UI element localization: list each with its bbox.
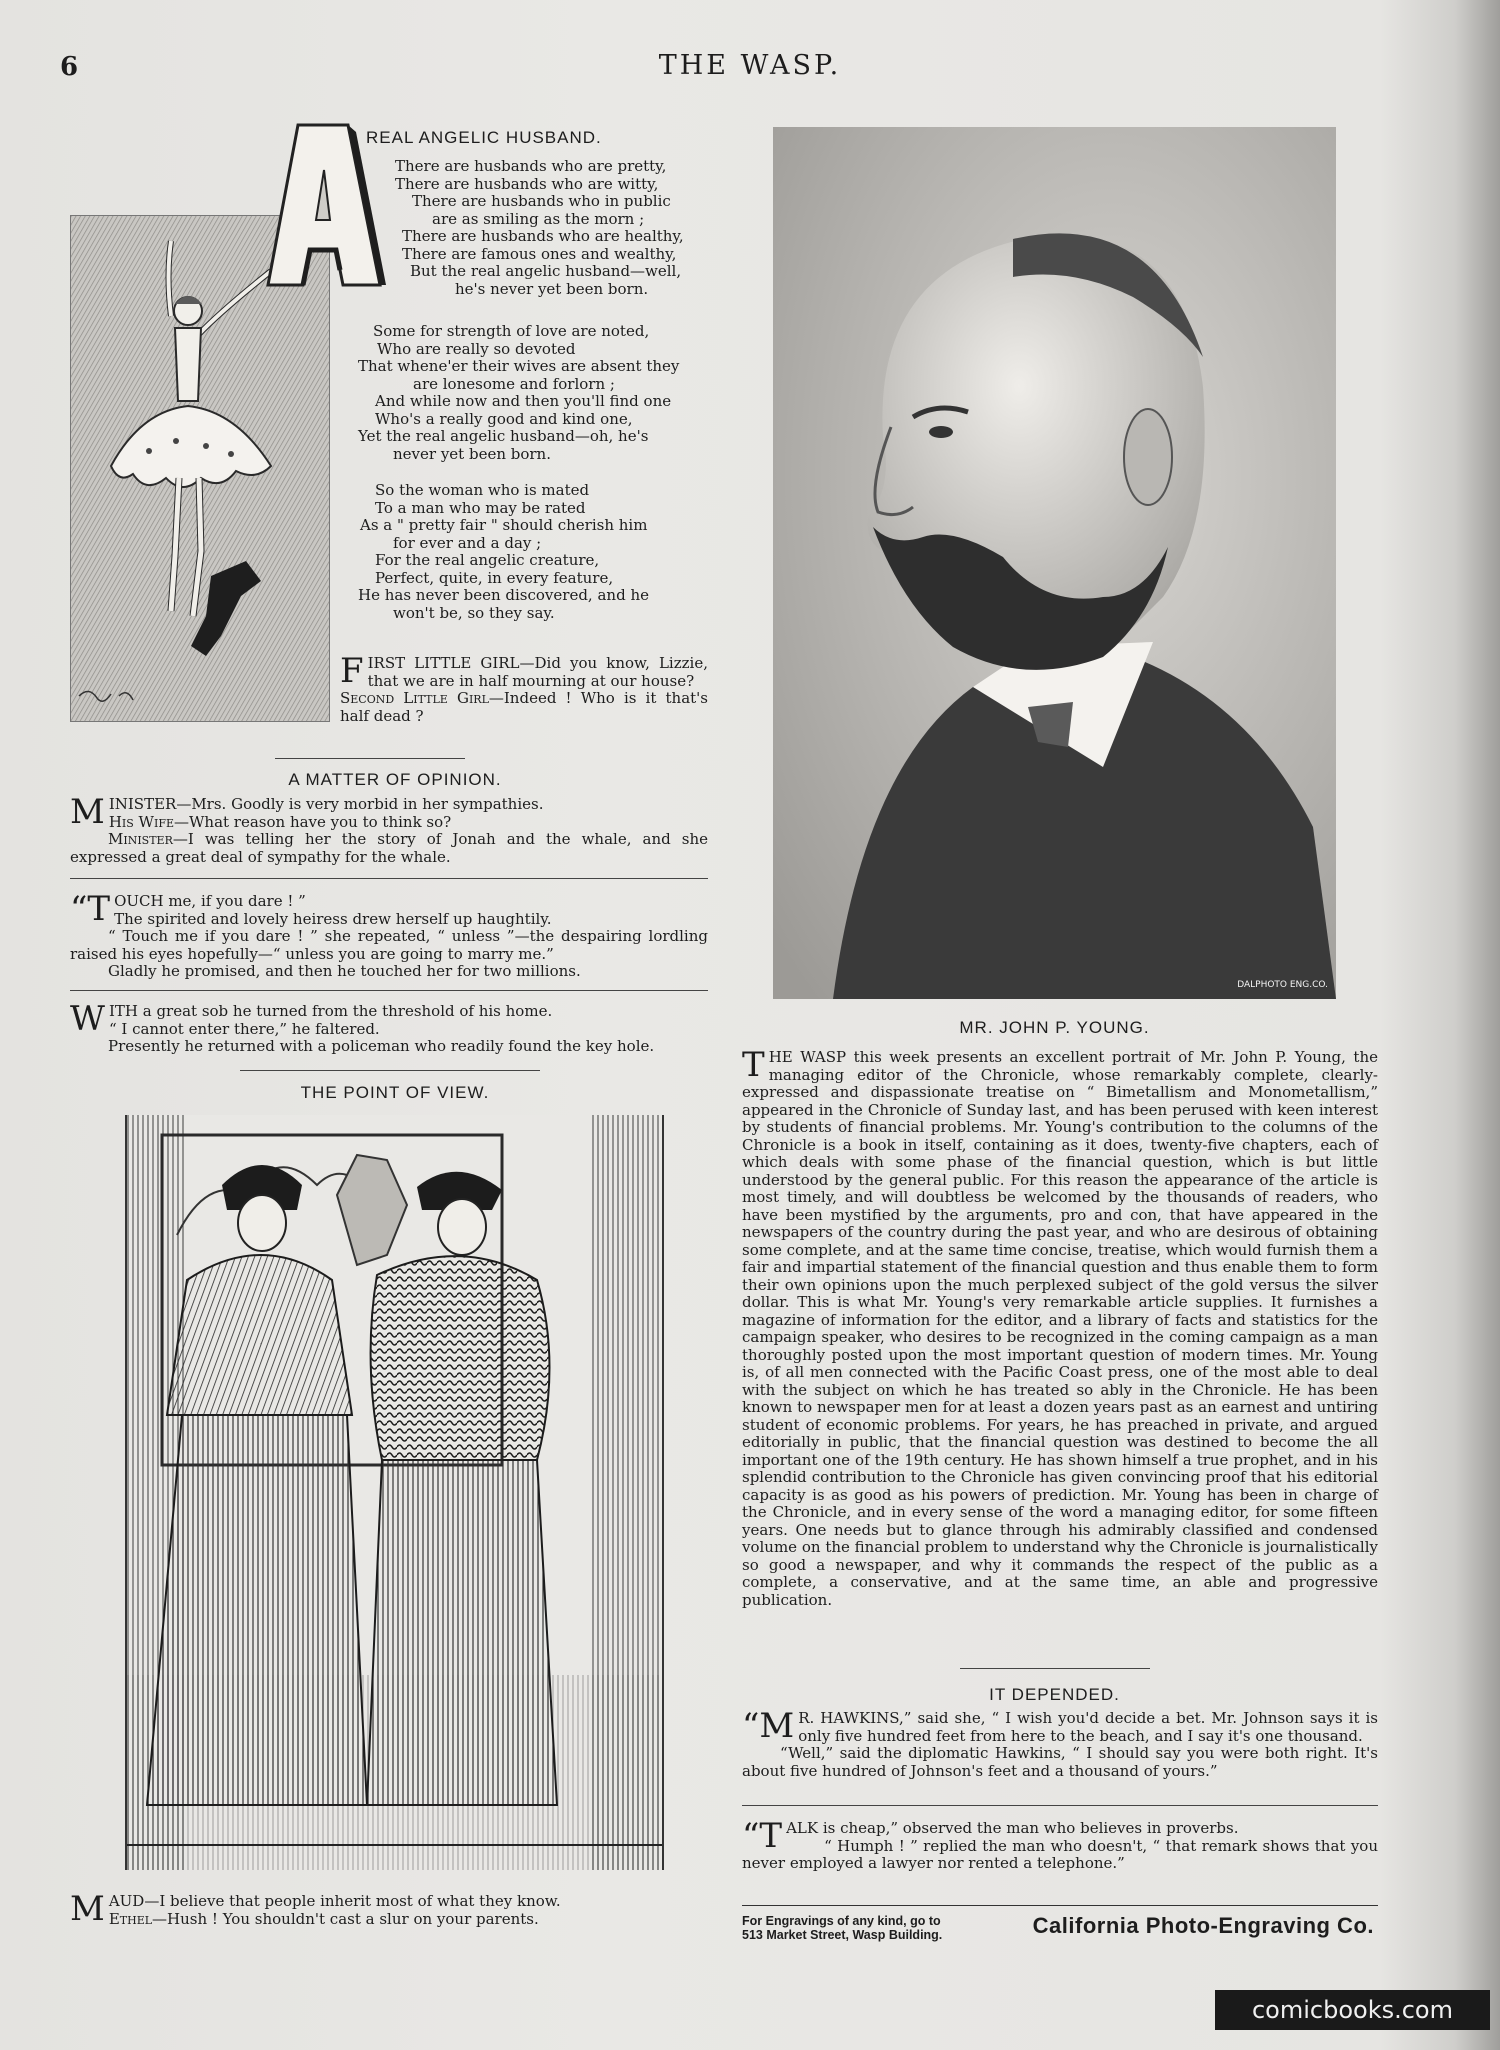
dialogue: —I was telling her the story of Jonah and the whale, and she expressed a great deal of sympathy for the whale. xyxy=(70,830,708,866)
paragraph: OUCH me, if you dare ! ” xyxy=(114,892,306,910)
maud-ethel-joke xyxy=(70,1889,710,1929)
paragraph: “Well,” said the diplomatic Hawkins, “ I should say you were both right. It's about five hundred of Johnson's feet and a thousand of yours.” xyxy=(742,1744,1378,1780)
verse-line: won't be, so they say. xyxy=(393,603,555,622)
dialogue: —I believe that people inherit most of what they know. xyxy=(144,1892,561,1910)
drop-cap: W xyxy=(70,999,105,1039)
verse-line: are as smiling as the morn ; xyxy=(432,209,645,228)
verse-line: There are husbands who in public xyxy=(412,192,671,210)
it-depended-title: IT DEPENDED. xyxy=(989,1685,1120,1704)
verse-line: There are husbands who are healthy, xyxy=(402,227,684,245)
paragraph: R. HAWKINS,” said she, “ I wish you'd decide a bet. Mr. Johnson says it is only five hundred feet from here to the beach, and I say it's one thousand. xyxy=(798,1709,1378,1745)
paragraph: ITH a great sob he turned from the threshold of his home. xyxy=(108,1002,553,1020)
verse-line: never yet been born. xyxy=(393,444,551,463)
drop-cap: M xyxy=(70,792,105,832)
great-sob-joke xyxy=(70,999,708,1056)
ad-company-name: California Photo-Engraving Co. xyxy=(1032,1913,1374,1938)
ad-address xyxy=(742,1914,942,1942)
verse-line: That whene'er their wives are absent they xyxy=(358,357,680,375)
john-young-title: MR. JOHN P. YOUNG. xyxy=(959,1018,1150,1037)
angelic-husband-title: REAL ANGELIC HUSBAND. xyxy=(366,128,602,147)
section-divider xyxy=(70,990,708,991)
verse-line: for ever and a day ; xyxy=(393,533,542,552)
section-divider xyxy=(275,758,465,759)
speaker: Ethel xyxy=(108,1909,153,1928)
speaker: AUD xyxy=(108,1892,145,1910)
dialogue: —Mrs. Goodly is very morbid in her sympathies. xyxy=(176,795,544,813)
verse-line: are lonesome and forlorn ; xyxy=(413,374,615,393)
dialogue: —Did you know, Lizzie, that we are in half mourning at our house? xyxy=(367,654,708,690)
section-divider xyxy=(70,878,708,879)
section-divider xyxy=(960,1668,1150,1669)
verse-line: There are famous ones and wealthy, xyxy=(402,244,677,263)
verse-line: Some for strength of love are noted, xyxy=(373,322,650,340)
masthead: THE WASP. xyxy=(658,50,842,81)
poem-stanza-1 xyxy=(360,158,710,298)
talk-is-cheap-joke xyxy=(742,1816,1378,1873)
paragraph: “ Touch me if you dare ! ” she repeated, “ unless ”—the despairing lordling raised his eyes hopefully—“ unless you are going to marry me.” xyxy=(70,927,708,963)
verse-line: Perfect, quite, in every feature, xyxy=(375,568,614,587)
speaker: His Wife xyxy=(108,812,174,831)
ad-line: 513 Market Street, Wasp Building. xyxy=(742,1928,943,1942)
paragraph: “ I cannot enter there,” he faltered. xyxy=(108,1019,380,1038)
paragraph: Presently he returned with a policeman who readily found the key hole. xyxy=(108,1037,655,1055)
drop-cap: T xyxy=(742,1045,765,1085)
drop-cap: “T xyxy=(70,889,111,929)
speaker: Second Little Girl xyxy=(340,689,489,707)
drop-cap: F xyxy=(340,651,364,691)
touch-me-joke xyxy=(70,889,708,981)
poem-stanza-3 xyxy=(355,482,710,622)
point-of-view-title: THE POINT OF VIEW. xyxy=(300,1083,490,1102)
verse-line: But the real angelic husband—well, xyxy=(410,262,682,280)
verse-line: Yet the real angelic husband—oh, he's xyxy=(358,427,649,445)
paragraph: “ Humph ! ” replied the man who doesn't, “ that remark shows that you never employed a lawyer nor rented a telephone.” xyxy=(742,1836,1378,1872)
verse-line: He has never been discovered, and he xyxy=(358,586,649,604)
verse-line: Who's a really good and kind one, xyxy=(375,409,633,428)
verse-line: There are husbands who are pretty, xyxy=(395,157,667,175)
article-body: HE WASP this week presents an excellent portrait of Mr. John P. Young, the managing editor of the Chronicle, whose remarkably complete, clearly-expressed and dispassionate treatise on “ Bimetallism and Monometallism,” appeared in the Chronicle of Sunday last, and has been perused with keen interest by students of financial problems. Mr. Young's contribution to the columns of the Chronicle is a book in itself, containing as it does, twenty-five chapters, each of which deals with some phase of the financial question, which is but little understood by the general public. For this reason the appearance of the article is most timely, and will doubtless be welcomed by the thousands of readers, who have been mystified by the arguments, pro and con, that have appeared in the newspapers of the country during the past year, and who are desirous of obtaining some complete, and at the same time concise, treatise, which would furnish them a fair and impartial statement of the financial question and thus enable them to form their own opinions upon the much perplexed subject of the gold versus the silver dollar. This is what Mr. Young's very remarkable article supplies. It furnishes a magazine of information for the editor, and a library of facts and statistics for the campaign speaker, who desires to be recognized in the coming campaign as a man thoroughly posted upon the most important question of modern times. Mr. Young is, of all men connected with the Pacific Coast press, one of the most able to deal with the subject on which he has treated so ably in the Chronicle. He has been known to newspaper men for at least a dozen years past as an earnest and untiring student of economic problems. For years, he has preached in private, and argued editorially in public, that the financial question was destined to become the all important one of the 19th century. He has shown himself a true prophet, and in his splendid contribution to the Chronicle has given convincing proof that his editorial capacity is as good as his powers of prediction. Mr. Young has been in charge of the Chronicle, and in every sense of the word a managing editor, for some fifteen years. One needs but to glance through his admirably classified and condensed volume on the financial problem to understand why the Chronicle is journalistically so good a newspaper, and why it commands the respect of the public as a complete, a conservative, and at the same time, an able and progressive publication. xyxy=(742,1048,1378,1609)
dialogue: —Hush ! You shouldn't cast a slur on your parents. xyxy=(152,1909,539,1928)
verse-line: So the woman who is mated xyxy=(375,481,590,499)
dialogue: —What reason have you to think so? xyxy=(173,812,452,831)
drop-cap: “T xyxy=(742,1816,783,1856)
page-number: 6 xyxy=(60,52,79,82)
verse-line: To a man who may be rated xyxy=(375,498,586,517)
poem-stanza-2 xyxy=(355,323,710,463)
hawkins-joke xyxy=(742,1706,1378,1780)
john-young-article xyxy=(742,1045,1378,1609)
section-divider xyxy=(742,1805,1378,1806)
paragraph: ALK is cheap,” observed the man who believes in proverbs. xyxy=(786,1819,1239,1837)
paragraph: The spirited and lovely heiress drew herself up haughtily. xyxy=(114,909,552,928)
verse-line: he's never yet been born. xyxy=(455,279,649,298)
verse-line: For the real angelic creature, xyxy=(375,551,600,569)
speaker: Minister xyxy=(108,830,173,848)
dialogue: —Indeed ! Who is it that's half dead ? xyxy=(340,689,708,725)
drop-cap: “M xyxy=(742,1706,795,1746)
john-young-portrait xyxy=(773,127,1336,999)
two-ladies-illustration xyxy=(125,1115,664,1870)
matter-of-opinion-title: A MATTER OF OPINION. xyxy=(288,770,502,789)
verse-line: And while now and then you'll find one xyxy=(375,392,672,410)
drop-cap: M xyxy=(70,1889,105,1929)
site-watermark: comicbooks.com xyxy=(1215,1990,1490,2030)
speaker: IRST LITTLE GIRL xyxy=(367,654,520,672)
little-girl-joke xyxy=(340,651,708,725)
verse-line: Who are really so devoted xyxy=(377,339,576,358)
verse-line: As a " pretty fair " should cherish him xyxy=(360,516,648,534)
verse-line: There are husbands who are witty, xyxy=(395,174,659,193)
section-divider xyxy=(240,1070,540,1071)
engraver-credit: DALPHOTO ENG.CO. xyxy=(1237,980,1328,990)
speaker: INISTER xyxy=(108,795,177,813)
engraving-advertisement xyxy=(742,1905,1378,1946)
paragraph: Gladly he promised, and then he touched her for two millions. xyxy=(108,962,581,980)
ballerina-illustration xyxy=(70,215,330,722)
ad-line: For Engravings of any kind, go to xyxy=(742,1914,941,1928)
matter-of-opinion-joke xyxy=(70,792,708,866)
